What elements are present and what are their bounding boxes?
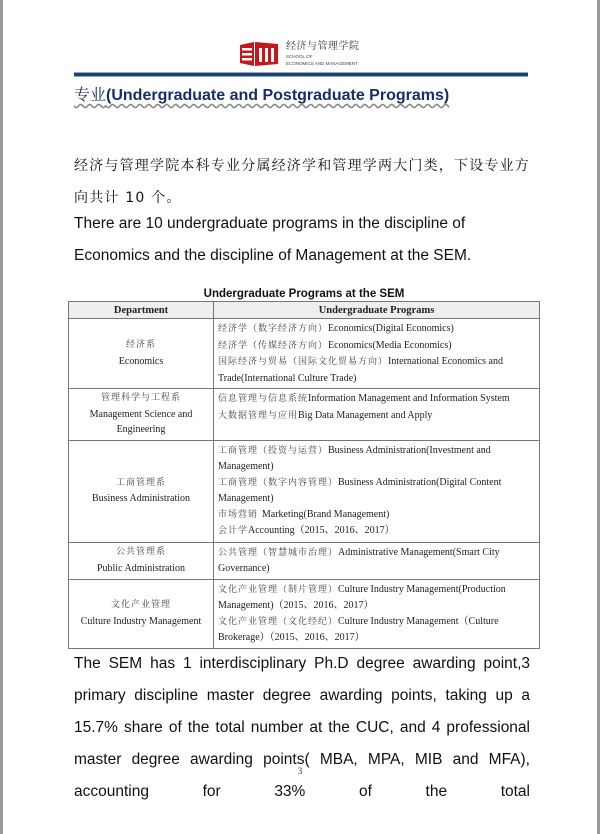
department-name-cn: 工商管理系 — [115, 477, 166, 488]
program-name-en: Business Administration(Investment and Management) — [218, 444, 491, 472]
program-item — [218, 408, 535, 425]
program-name-en: Culture Industry Management（Culture Brokerage）（2015、2016、2017） — [218, 615, 499, 643]
program-name-cn: 文化产业管理（制片管理） — [218, 584, 339, 595]
department-cell — [69, 440, 214, 542]
program-item — [218, 507, 535, 524]
program-item — [218, 523, 535, 540]
program-name-en: Culture Industry Management(Production Management)（2015、2016、2017） — [218, 583, 506, 611]
intro-paragraph-cn: 经济与管理学院本科专业分属经济学和管理学两大门类，下设专业方向共计 10 个。 — [74, 158, 530, 206]
programs-cell — [214, 542, 540, 579]
program-name-cn: 会计学 — [218, 526, 249, 536]
program-name-cn: 公共管理（智慧城市治理） — [218, 547, 339, 558]
header-programs: Undergraduate Programs — [214, 302, 540, 319]
section-title-cn: 专业 — [74, 85, 107, 104]
section-title-en: (Undergraduate and Postgraduate Programs) — [106, 87, 450, 104]
body-paragraph: The SEM has 1 interdisciplinary Ph.D degree awarding point,3 primary discipline master degree awarding points, taking up a 15.7% share of the total number at the CUC, and 4 professional master degree awarding points( MBA, MPA, MIB and MFA), accounting for 33% of the total — [74, 655, 530, 800]
program-name-cn: 经济学（传媒经济方向） — [218, 340, 329, 351]
header-department: Department — [69, 302, 214, 319]
department-cell — [69, 542, 214, 579]
program-item — [218, 338, 535, 355]
program-name-en: Information Management and Information System — [308, 393, 510, 404]
table-row — [69, 579, 540, 648]
table-row — [69, 440, 540, 542]
program-item — [218, 391, 535, 408]
programs-table — [68, 301, 540, 649]
programs-cell — [214, 319, 540, 389]
department-name-en: Economics — [118, 355, 164, 367]
table-row — [69, 389, 540, 441]
program-name-cn: 信息管理与信息系统 — [218, 394, 309, 404]
section-title — [74, 82, 449, 105]
program-name-en: Big Data Management and Apply — [298, 409, 433, 421]
table-row — [69, 542, 540, 579]
intro-paragraph-en: There are 10 undergraduate programs in the discipline of Economics and the discipline of Management at the SEM. — [74, 215, 472, 264]
program-item — [218, 354, 535, 386]
program-item — [218, 582, 535, 614]
programs-cell — [214, 389, 540, 441]
logo-english-line-1: SCHOOL OF — [286, 54, 313, 59]
program-name-cn: 市场营销 — [218, 509, 262, 520]
logo-chinese-name: 经济与管理学院 — [286, 41, 360, 52]
table-row — [69, 319, 540, 389]
department-name-cn: 公共管理系 — [115, 547, 166, 557]
table-header-row — [69, 302, 540, 319]
department-name-en: Public Administration — [96, 562, 186, 574]
program-name-cn: 大数据管理与应用 — [218, 410, 299, 421]
program-name-cn: 文化产业管理（文化经纪） — [218, 616, 339, 627]
program-name-cn: 经济学（数字经济方向） — [218, 324, 329, 334]
school-logo-mark-icon — [238, 41, 280, 67]
school-logo — [238, 41, 360, 67]
department-name-en: Business Administration — [91, 493, 191, 504]
program-name-en: Accounting（2015、2016、2017） — [248, 525, 395, 536]
program-name-cn: 国际经济与贸易（国际文化贸易方向） — [218, 357, 389, 367]
program-name-en: Marketing(Brand Management) — [261, 508, 390, 520]
program-item — [218, 321, 535, 338]
page-edge-left — [0, 0, 3, 834]
department-name-cn: 管理科学与工程系 — [100, 393, 181, 403]
program-name-en: Economics(Media Economics) — [328, 339, 452, 351]
program-name-en: Economics(Digital Economics) — [328, 323, 454, 334]
programs-cell — [214, 440, 540, 542]
page-header — [74, 38, 528, 78]
department-name-en: Management Science and Engineering — [89, 408, 193, 435]
program-name-en: Administrative Management(Smart City Governance) — [218, 546, 500, 574]
programs-cell — [214, 579, 540, 648]
program-item — [218, 545, 535, 577]
table-title: Undergraduate Programs at the SEM — [203, 288, 405, 300]
department-name-en: Culture Industry Management — [80, 615, 202, 627]
page-number: 3 — [297, 766, 303, 776]
department-cell — [69, 389, 214, 441]
program-item — [218, 475, 535, 507]
department-name-cn: 文化产业管理 — [110, 600, 171, 610]
program-name-en: International Economics and Trade(International Culture Trade) — [218, 356, 503, 384]
program-name-en: Business Administration(Digital Content Management) — [218, 476, 502, 504]
program-item — [218, 614, 535, 646]
program-item — [218, 443, 535, 475]
program-name-cn: 工商管理（数字内容管理） — [218, 477, 339, 488]
logo-english-line-2: ECONOMICS AND MANAGEMENT — [286, 61, 358, 66]
department-cell — [69, 319, 214, 389]
department-name-cn: 经济系 — [125, 340, 156, 350]
header-rule — [74, 72, 528, 77]
department-cell — [69, 579, 214, 648]
program-name-cn: 工商管理（投资与运营） — [218, 445, 329, 456]
